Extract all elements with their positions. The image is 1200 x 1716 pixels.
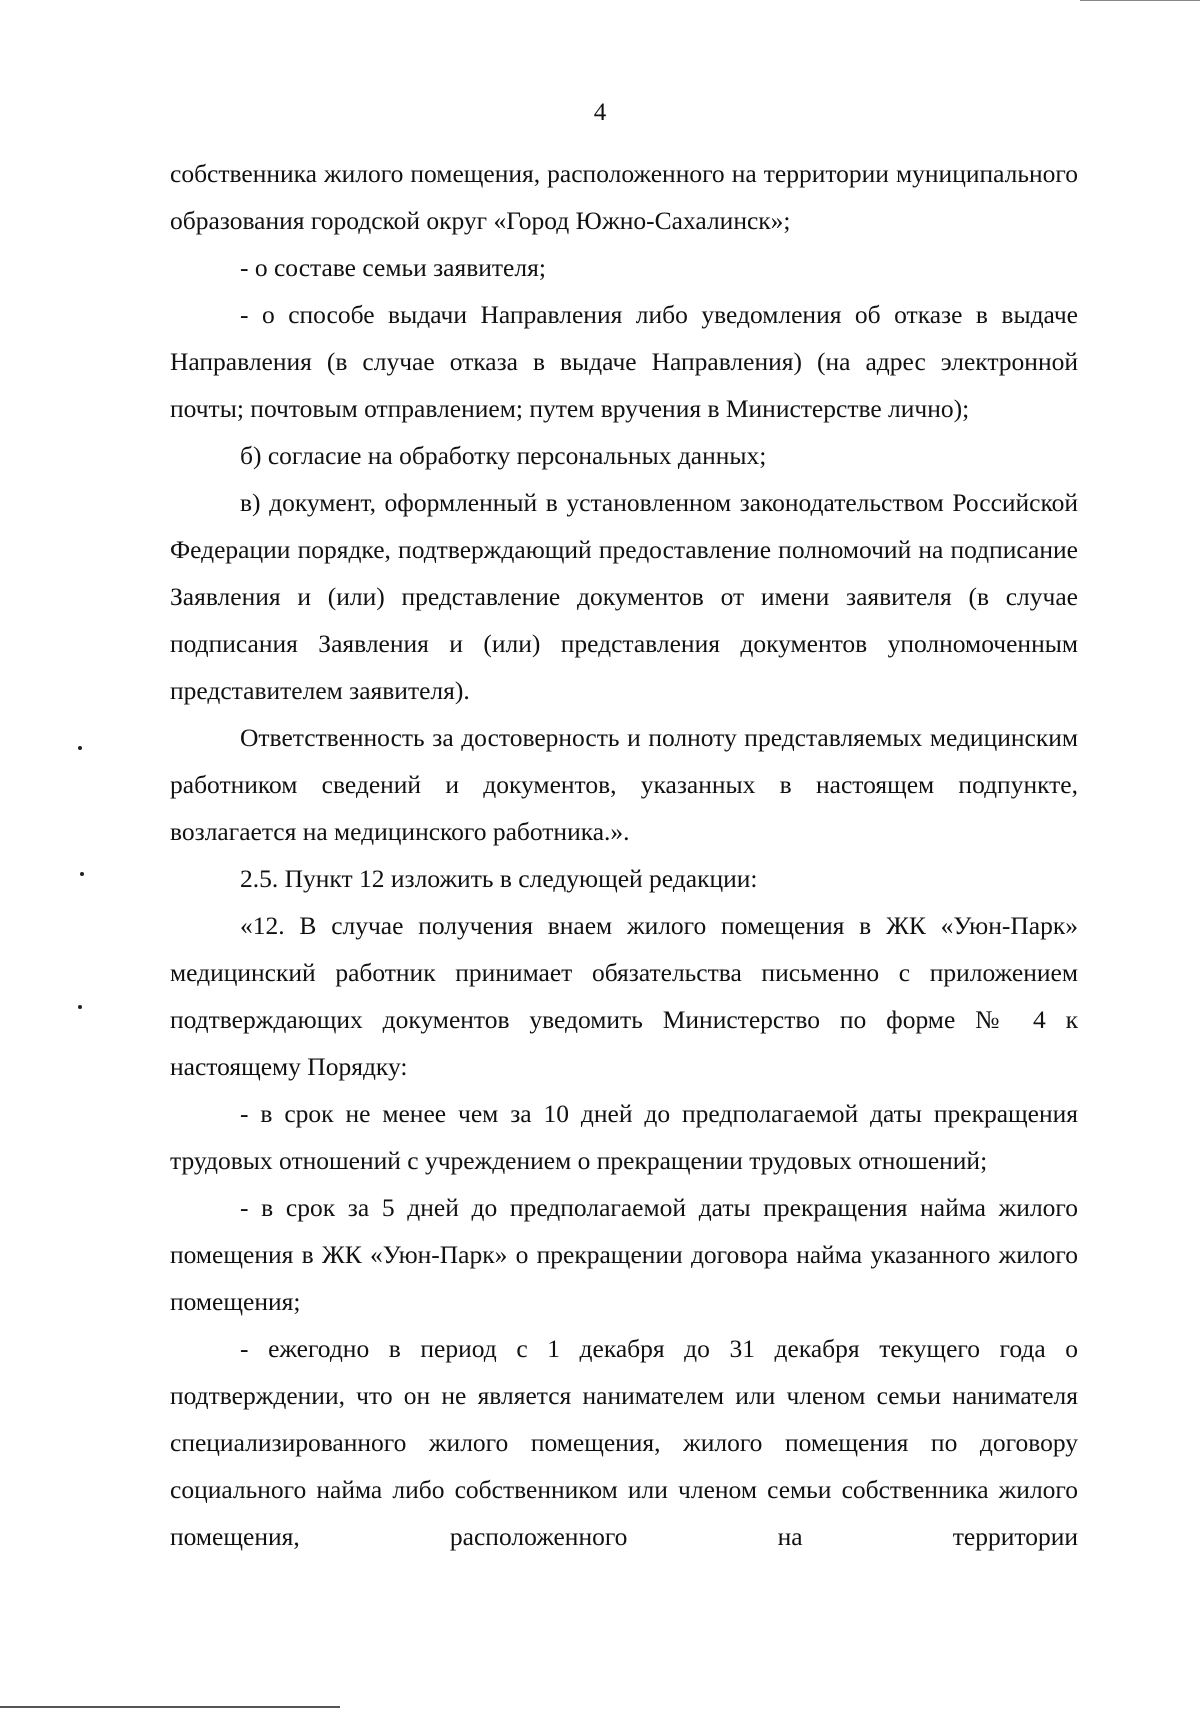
scan-edge-line bbox=[1080, 0, 1200, 1]
paragraph-responsibility: Ответственность за достоверность и полноту представляемых медицинским работником сведений и документов, указанных в настоящем подпункте, возлагается на медицинского работника.». bbox=[170, 723, 1078, 846]
page-number: 4 bbox=[593, 99, 607, 126]
document-body bbox=[170, 150, 1078, 1560]
paragraph-clause-2-5: 2.5. Пункт 12 изложить в следующей редакции: bbox=[240, 864, 758, 893]
paragraph-authority-document: в) документ, оформленный в установленном законодательством Российской Федерации порядке, подтверждающий предоставление полномочий на подписание Заявления и (или) представление документов от имени заявителя (в случае подписания Заявления и (или) представления документов уполномоченным представителем заявителя). bbox=[170, 488, 1078, 705]
paragraph-clause-12: «12. В случае получения внаем жилого помещения в ЖК «Уюн-Парк» медицинский работник принимает обязательства письменно с приложением подтверждающих документов уведомить Министерство по форме № 4 к настоящему Порядку: bbox=[170, 911, 1078, 1081]
scan-speck bbox=[78, 1005, 82, 1009]
scan-speck bbox=[78, 746, 82, 750]
scan-edge-line bbox=[0, 1706, 340, 1708]
scan-speck bbox=[80, 872, 84, 876]
paragraph-annual-confirmation: - ежегодно в период с 1 декабря до 31 декабря текущего года о подтверждении, что он не является нанимателем или членом семьи нанимателя специализированного жилого помещения, жилого помещения по договору социального найма либо собственником или членом семьи собственника жилого помещения, расположенного на территории bbox=[170, 1334, 1078, 1551]
paragraph-consent: б) согласие на обработку персональных данных; bbox=[240, 441, 767, 470]
paragraph-termination-notice: - в срок не менее чем за 10 дней до предполагаемой даты прекращения трудовых отношений с учреждением о прекращении трудовых отношений; bbox=[170, 1099, 1078, 1175]
paragraph-lease-end-notice: - в срок за 5 дней до предполагаемой даты прекращения найма жилого помещения в ЖК «Уюн-Парк» о прекращении договора найма указанного жилого помещения; bbox=[170, 1193, 1078, 1316]
paragraph-family-composition: - о составе семьи заявителя; bbox=[240, 253, 546, 282]
paragraph-delivery-method: - о способе выдачи Направления либо уведомления об отказе в выдаче Направления (в случае отказа в выдаче Направления) (на адрес электронной почты; почтовым отправлением; путем вручения в Министерстве лично); bbox=[170, 300, 1078, 423]
paragraph-owner-continuation: собственника жилого помещения, расположенного на территории муниципального образования городской округ «Город Южно-Сахалинск»; bbox=[170, 159, 1078, 235]
